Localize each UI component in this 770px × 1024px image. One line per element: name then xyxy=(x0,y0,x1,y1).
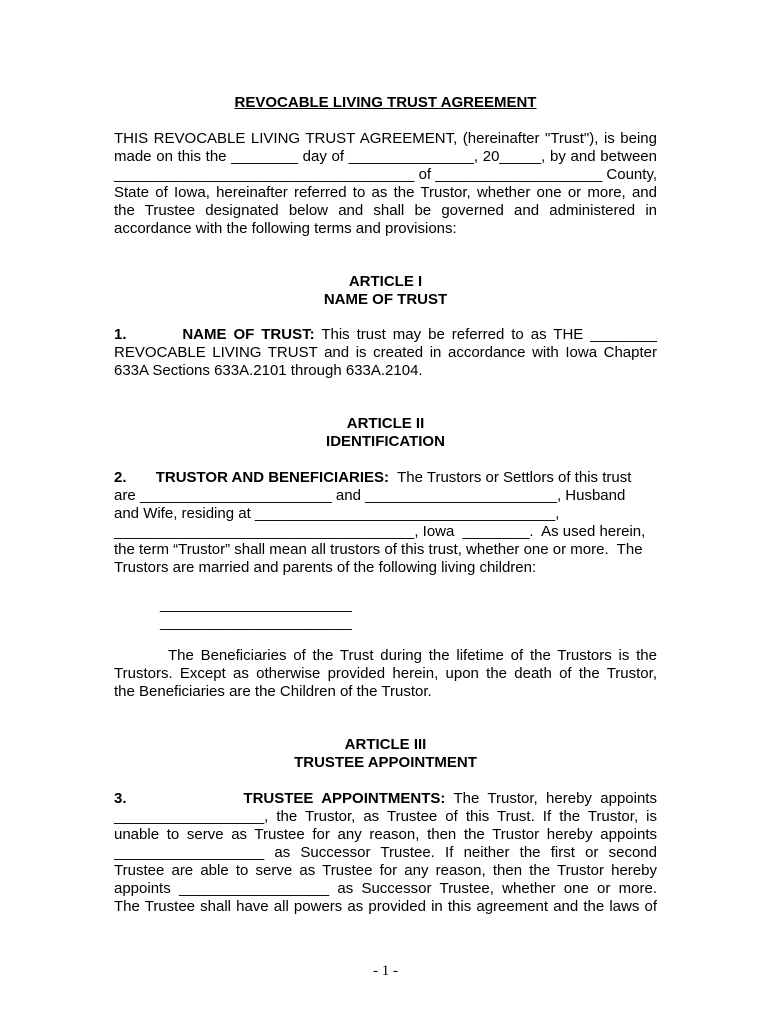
section-line: ____________________________________, Iowa ________. As used herein, xyxy=(114,523,646,540)
section-line: Trustors are married and parents of the following living children: xyxy=(114,559,537,576)
section-line: the term “Trustor” shall mean all trustors of this trust, whether one or more. The xyxy=(114,541,643,558)
section-first-line xyxy=(114,326,657,344)
section-label: NAME OF TRUST: xyxy=(182,326,315,343)
section-label: TRUSTEE APPOINTMENTS: xyxy=(243,790,446,807)
section-text: The Trustor, hereby appoints xyxy=(453,790,657,807)
article-3-heading xyxy=(114,736,657,772)
section-line: and Wife, residing at ____________________________________, xyxy=(114,505,560,522)
section-text: This trust may be referred to as THE ________ xyxy=(321,326,658,343)
section-number: 1. xyxy=(114,326,127,343)
intro-line: made on this the ________ day of _______________, 20_____, by and between xyxy=(114,148,657,165)
article-3-section xyxy=(114,790,657,916)
article-subheading: TRUSTEE APPOINTMENT xyxy=(294,754,477,771)
article-subheading: IDENTIFICATION xyxy=(326,433,445,450)
section-line: REVOCABLE LIVING TRUST and is created in accordance with Iowa Chapter xyxy=(114,344,657,361)
section-label: TRUSTOR AND BENEFICIARIES: xyxy=(155,469,390,486)
child-name-blank: _______________________ xyxy=(160,614,352,631)
children-list xyxy=(160,596,460,632)
article-heading: ARTICLE II xyxy=(346,415,425,432)
intro-line: accordance with the following terms and provisions: xyxy=(114,220,457,237)
paragraph-line: The Beneficiaries of the Trust during the lifetime of the Trustors is the xyxy=(114,647,657,664)
section-line: __________________, the Trustor, as Trustee of this Trust. If the Trustor, is xyxy=(114,808,657,825)
article-2-section xyxy=(114,469,657,577)
section-line: are _______________________ and _______________________, Husband xyxy=(114,487,626,504)
section-number: 2. xyxy=(114,469,127,486)
intro-line: THIS REVOCABLE LIVING TRUST AGREEMENT, (hereinafter "Trust"), is being xyxy=(114,130,657,147)
article-heading: ARTICLE III xyxy=(344,736,427,753)
page-number: - 1 - xyxy=(373,963,398,979)
section-line: 633A Sections 633A.2101 through 633A.2104. xyxy=(114,362,423,379)
article-1-section xyxy=(114,326,657,380)
article-subheading: NAME OF TRUST xyxy=(323,291,448,308)
article-heading: ARTICLE I xyxy=(348,273,423,290)
child-name-blank: _______________________ xyxy=(160,596,352,613)
paragraph-line: Trustors. Except as otherwise provided herein, upon the death of the Trustor, xyxy=(114,665,657,682)
section-text: The Trustors or Settlors of this trust xyxy=(397,469,632,486)
section-line: unable to serve as Trustee for any reason, then the Trustor hereby appoints xyxy=(114,826,657,843)
section-first-line xyxy=(114,790,657,808)
section-line: The Trustee shall have all powers as provided in this agreement and the laws of xyxy=(114,898,657,915)
article-1-heading xyxy=(114,273,657,309)
intro-line: the Trustee designated below and shall be governed and administered in xyxy=(114,202,657,219)
intro-line: State of Iowa, hereinafter referred to as the Trustor, whether one or more, and xyxy=(114,184,657,201)
intro-paragraph xyxy=(114,130,657,238)
article-2-heading xyxy=(114,415,657,451)
document-title: REVOCABLE LIVING TRUST AGREEMENT xyxy=(234,94,537,111)
section-line: __________________ as Successor Trustee. If neither the first or second xyxy=(114,844,657,861)
paragraph-line: the Beneficiaries are the Children of the Trustor. xyxy=(114,683,432,700)
intro-line: ____________________________________ of ____________________ County, xyxy=(114,166,657,183)
section-number: 3. xyxy=(114,790,127,807)
section-line: Trustee are able to serve as Trustee for any reason, then the Trustor hereby xyxy=(114,862,657,879)
section-first-line xyxy=(114,469,657,487)
section-line: appoints __________________ as Successor Trustee, whether one or more. xyxy=(114,880,657,897)
beneficiaries-paragraph xyxy=(114,647,657,701)
